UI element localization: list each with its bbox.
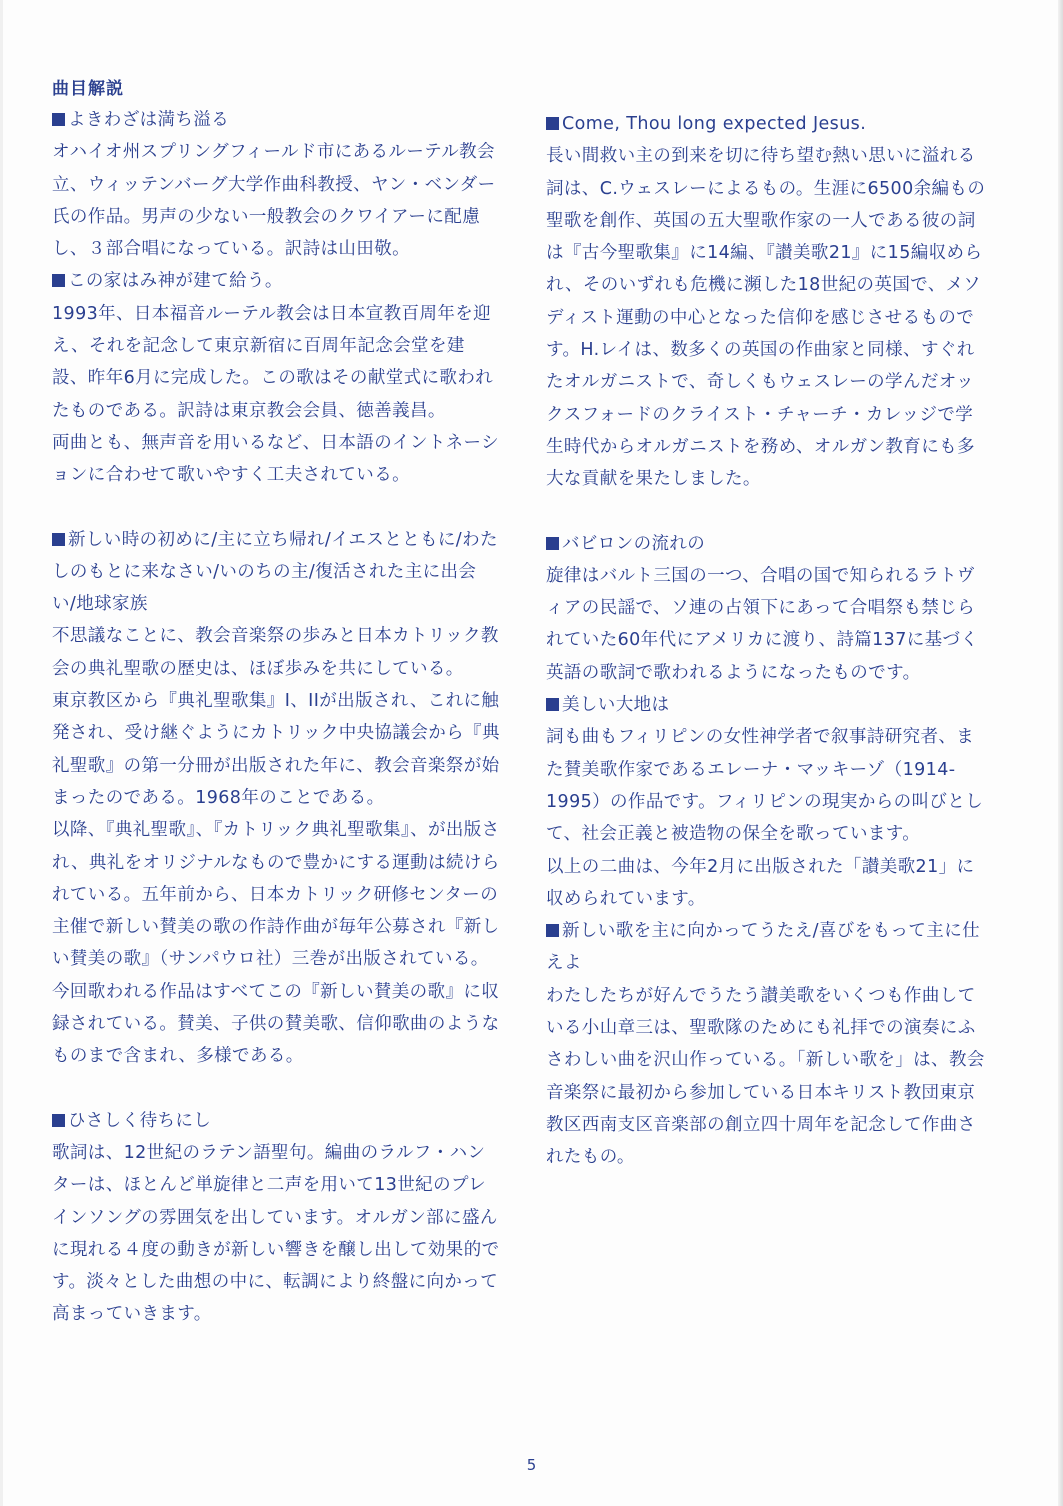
section-gap <box>546 496 986 528</box>
section-heading: よきわざは満ち溢る <box>52 104 500 136</box>
section-heading: 新しい歌を主に向かってうたえ/喜びをもって主に仕えよ <box>546 915 986 980</box>
section-heading: Come, Thou long expected Jesus. <box>546 108 986 140</box>
section <box>52 1105 500 1331</box>
section-paragraph: オハイオ州スプリングフィールド市にあるルーテル教会立、ウィッテンバーグ大学作曲科教授、ヤン・ベンダー氏の作品。男声の少ない一般教会のクワイアーに配慮し、３部合唱になっている。訳詩は山田敬。 <box>52 142 496 260</box>
scan-edge-left <box>0 0 3 1506</box>
section-paragraph: 1993年、日本福音ルーテル教会は日本宣教百周年を迎え、それを記念して東京新宿に百周年記念会堂を建設、昨年6月に完成した。この歌はその献堂式に歌われたものである。訳詩は東京教会会員、徳善義昌。 <box>52 303 494 421</box>
section <box>52 104 500 265</box>
section-gap <box>52 492 500 524</box>
section <box>52 265 500 491</box>
section-paragraph: 旋律はバルト三国の一つ、合唱の国で知られるラトヴィアの民謡で、ソ連の占領下にあって合唱祭も禁じられていた60年代にアメリカに渡り、詩篇137に基づく英語の歌詞で歌われるようになったものです。 <box>546 565 979 683</box>
section <box>546 689 986 915</box>
section-paragraph: 長い間救い主の到来を切に待ち望む熱い思いに溢れる詞は、C.ウェスレーによるもの。生涯に6500余編もの聖歌を創作、英国の五大聖歌作家の一人である彼の詞は『古今聖歌集』に14編、『讃美歌21』に15編収められ、そのいずれも危機に瀕した18世紀の英国で、メソディスト運動の中心となった信仰を感じさせるものです。H.レイは、数多くの英国の作曲家と同様、すぐれたオルガニストで、奇しくもウェスレーの学んだオックスフォードのクライスト・チャーチ・カレッジで学生時代からオルガニストを務め、オルガン教育にも多大な貢献を果たしました。 <box>546 146 986 490</box>
section-heading: この家はみ神が建て給う。 <box>52 265 500 297</box>
scan-edge-right <box>1058 0 1063 1506</box>
section-paragraph: 不思議なことに、教会音楽祭の歩みと日本カトリック教会の典礼聖歌の歴史は、ほぼ歩みを共にしている。 <box>52 626 499 679</box>
section-heading: ひさしく待ちにし <box>52 1105 500 1137</box>
section-heading: バビロンの流れの <box>546 528 986 560</box>
section-heading: 新しい時の初めに/主に立ち帰れ/イエスとともに/わたしのもとに来なさい/いのちの主/復活された主に出会い/地球家族 <box>52 524 500 621</box>
section-gap <box>52 1073 500 1105</box>
section-paragraph: 両曲とも、無声音を用いるなど、日本語のイントネーションに合わせて歌いやすく工夫されている。 <box>52 432 499 486</box>
section-paragraph: 以上の二曲は、今年2月に出版された「讃美歌21」に収められています。 <box>546 856 975 909</box>
page-number: 5 <box>526 1456 537 1474</box>
section <box>546 108 986 496</box>
section <box>546 528 986 689</box>
section-paragraph: 詞も曲もフィリピンの女性神学者で叙事詩研究者、また賛美歌作家であるエレーナ・マッキーゾ（1914-1995）の作品です。フィリピンの現実からの叫びとして、社会正義と被造物の保全を歌っています。 <box>546 727 984 845</box>
section-heading: 美しい大地は <box>546 689 986 721</box>
section-paragraph: わたしたちが好んでうたう讃美歌をいくつも作曲している小山章三は、聖歌隊のためにも礼拝での演奏にふさわしい曲を沢山作っている。「新しい歌を」は、教会音楽祭に最初から参加している日本キリスト教団東京教区西南支区音楽部の創立四十周年を記念して作曲されたもの。 <box>546 985 985 1168</box>
left-column <box>52 104 500 1331</box>
page-title: 曲目解説 <box>52 79 124 99</box>
section-paragraph: 以降、『典礼聖歌』、『カトリック典礼聖歌集』、が出版され、典礼をオリジナルなもので豊かにする運動は続けられている。五年前から、日本カトリック研修センターの主催で新しい賛美の歌の作詩作曲が毎年公募され『新しい賛美の歌』（サンパウロ社）三巻が出版されている。今回歌われる作品はすべてこの『新しい賛美の歌』に収録されている。賛美、子供の賛美歌、信仰歌曲のようなものまで含まれ、多様である。 <box>52 820 500 1067</box>
section <box>52 524 500 1073</box>
right-column <box>546 108 986 1174</box>
section-paragraph: 東京教区から『典礼聖歌集』I、IIが出版され、これに触発され、受け継ぐようにカトリック中央協議会から『典礼聖歌』の第一分冊が出版された年に、教会音楽祭が始まったのである。1968年のことである。 <box>52 691 500 808</box>
section <box>546 915 986 1173</box>
section-paragraph: 歌詞は、12世紀のラテン語聖句。編曲のラルフ・ハンターは、ほとんど単旋律と二声を用いて13世紀のプレインソングの雰囲気を出しています。オルガン部に盛んに現れる４度の動きが新しい響きを醸し出して効果的です。淡々とした曲想の中に、転調により終盤に向かって高まっていきます。 <box>52 1142 500 1325</box>
